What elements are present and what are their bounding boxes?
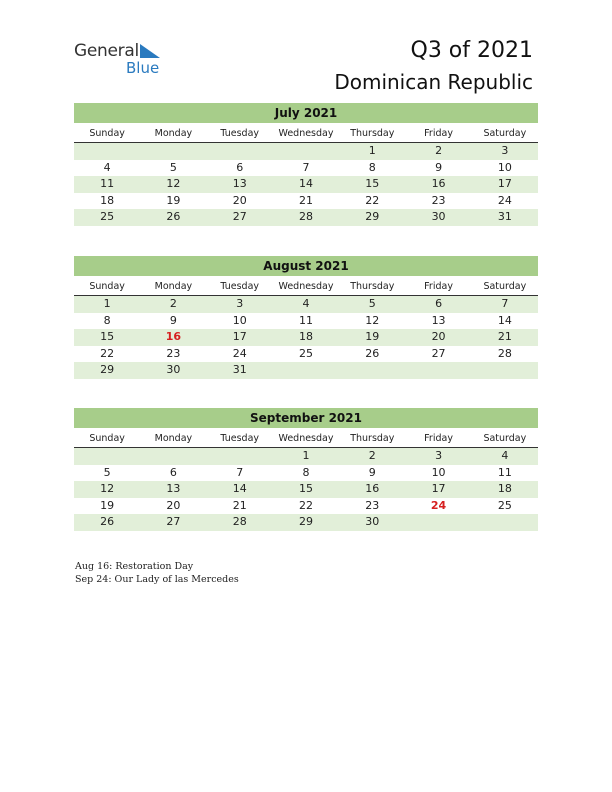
weekday-label: Wednesday <box>278 433 334 444</box>
day-cell: 23 <box>365 498 380 512</box>
week-row <box>74 448 538 465</box>
day-cell: 1 <box>103 297 111 310</box>
day-cell: 26 <box>166 210 181 224</box>
day-cell: 26 <box>100 515 115 529</box>
day-cell: 1 <box>368 144 376 157</box>
weekday-label: Tuesday <box>220 281 260 292</box>
day-cell: 18 <box>497 482 512 496</box>
day-cell: 4 <box>302 297 310 310</box>
day-cell: 11 <box>497 465 512 479</box>
day-cell: 17 <box>431 482 446 496</box>
weekday-header-row <box>74 430 538 448</box>
day-cell: 8 <box>103 313 111 327</box>
month-calendar <box>74 408 538 531</box>
day-cell: 16 <box>431 177 446 191</box>
weekday-label: Saturday <box>483 281 527 292</box>
day-cell: 21 <box>497 330 512 344</box>
day-cell: 23 <box>431 193 446 207</box>
empty-day-cell <box>207 448 273 465</box>
day-cell: 7 <box>501 297 509 310</box>
weekday-label: Tuesday <box>220 128 260 139</box>
day-cell: 11 <box>298 313 313 327</box>
day-cell: 3 <box>236 297 244 310</box>
empty-day-cell <box>74 143 140 160</box>
week-row <box>74 193 538 210</box>
day-cell: 22 <box>100 346 115 360</box>
day-cell: 21 <box>298 193 313 207</box>
day-cell: 26 <box>365 346 380 360</box>
week-row <box>74 176 538 193</box>
day-cell: 7 <box>236 465 244 479</box>
weekday-label: Monday <box>154 281 193 292</box>
day-cell: 13 <box>431 313 446 327</box>
day-cell: 9 <box>435 160 443 174</box>
day-cell: 22 <box>298 498 313 512</box>
day-cell: 17 <box>497 177 512 191</box>
weekday-label: Thursday <box>350 281 395 292</box>
empty-day-cell <box>472 362 538 379</box>
weekday-header-row <box>74 278 538 296</box>
weekday-label: Sunday <box>89 433 125 444</box>
day-cell: 6 <box>169 465 177 479</box>
day-cell: 7 <box>302 160 310 174</box>
empty-day-cell <box>140 143 206 160</box>
week-row <box>74 209 538 226</box>
week-row <box>74 362 538 379</box>
week-row <box>74 329 538 346</box>
month-title: August 2021 <box>74 256 538 276</box>
day-cell: 10 <box>497 160 512 174</box>
day-cell: 29 <box>100 363 115 377</box>
day-cell: 24 <box>497 193 512 207</box>
day-cell: 25 <box>497 498 512 512</box>
day-cell: 21 <box>232 498 247 512</box>
day-cell: 25 <box>298 346 313 360</box>
day-cell: 15 <box>365 177 380 191</box>
day-cell: 4 <box>103 160 111 174</box>
empty-day-cell <box>273 143 339 160</box>
day-cell: 2 <box>368 449 376 462</box>
day-cell: 20 <box>166 498 181 512</box>
day-cell: 25 <box>100 210 115 224</box>
weekday-label: Tuesday <box>220 433 260 444</box>
week-row <box>74 514 538 531</box>
day-cell: 5 <box>368 297 376 310</box>
day-cell: 8 <box>368 160 376 174</box>
empty-day-cell <box>74 448 140 465</box>
day-cell: 18 <box>298 330 313 344</box>
day-cell: 20 <box>232 193 247 207</box>
day-cell: 9 <box>368 465 376 479</box>
day-cell: 2 <box>169 297 177 310</box>
month-calendar <box>74 103 538 226</box>
day-cell: 29 <box>298 515 313 529</box>
logo-flag-icon <box>140 44 160 58</box>
weekday-label: Wednesday <box>278 281 334 292</box>
week-row <box>74 465 538 482</box>
day-cell: 27 <box>431 346 446 360</box>
week-row <box>74 346 538 363</box>
holiday-note: Aug 16: Restoration Day <box>75 561 194 572</box>
day-cell: 17 <box>232 330 247 344</box>
day-cell: 28 <box>232 515 247 529</box>
empty-day-cell <box>207 143 273 160</box>
weekday-label: Friday <box>424 433 453 444</box>
day-cell: 24 <box>430 498 447 512</box>
day-cell: 22 <box>365 193 380 207</box>
weekday-label: Friday <box>424 128 453 139</box>
day-cell: 5 <box>169 160 177 174</box>
week-row <box>74 481 538 498</box>
week-row <box>74 296 538 313</box>
day-cell: 10 <box>431 465 446 479</box>
day-cell: 18 <box>100 193 115 207</box>
holiday-notes <box>75 560 239 586</box>
day-cell: 16 <box>365 482 380 496</box>
day-cell: 3 <box>501 144 509 157</box>
day-cell: 4 <box>501 449 509 462</box>
weekday-label: Saturday <box>483 433 527 444</box>
day-cell: 29 <box>365 210 380 224</box>
day-cell: 19 <box>365 330 380 344</box>
day-cell: 30 <box>166 363 181 377</box>
day-cell: 28 <box>497 346 512 360</box>
weekday-label: Thursday <box>350 128 395 139</box>
weekday-label: Friday <box>424 281 453 292</box>
day-cell: 27 <box>232 210 247 224</box>
day-cell: 2 <box>435 144 443 157</box>
day-cell: 15 <box>298 482 313 496</box>
day-cell: 19 <box>166 193 181 207</box>
day-cell: 14 <box>298 177 313 191</box>
day-cell: 31 <box>497 210 512 224</box>
weekday-label: Monday <box>154 128 193 139</box>
day-cell: 11 <box>100 177 115 191</box>
day-cell: 27 <box>166 515 181 529</box>
day-cell: 10 <box>232 313 247 327</box>
day-cell: 13 <box>166 482 181 496</box>
day-cell: 8 <box>302 465 310 479</box>
empty-day-cell <box>472 514 538 531</box>
empty-day-cell <box>405 362 471 379</box>
day-cell: 31 <box>232 363 247 377</box>
empty-day-cell <box>339 362 405 379</box>
empty-day-cell <box>405 514 471 531</box>
day-cell: 30 <box>365 515 380 529</box>
logo <box>74 41 184 81</box>
logo-blue-text: Blue <box>126 59 160 77</box>
weekday-label: Wednesday <box>278 128 334 139</box>
month-calendar <box>74 256 538 379</box>
day-cell: 12 <box>100 482 115 496</box>
day-cell: 30 <box>431 210 446 224</box>
month-title: September 2021 <box>74 408 538 428</box>
month-weeks <box>74 296 538 379</box>
weekday-label: Saturday <box>483 128 527 139</box>
weekday-label: Thursday <box>350 433 395 444</box>
page-title: Q3 of 2021 <box>410 38 533 63</box>
day-cell: 15 <box>100 330 115 344</box>
day-cell: 1 <box>302 449 310 462</box>
day-cell: 14 <box>497 313 512 327</box>
month-weeks <box>74 143 538 226</box>
day-cell: 16 <box>165 330 182 344</box>
day-cell: 12 <box>166 177 181 191</box>
holiday-note: Sep 24: Our Lady of las Mercedes <box>75 574 239 585</box>
day-cell: 19 <box>100 498 115 512</box>
day-cell: 13 <box>232 177 247 191</box>
day-cell: 3 <box>435 449 443 462</box>
day-cell: 14 <box>232 482 247 496</box>
day-cell: 6 <box>435 297 443 310</box>
logo-general-text: General <box>74 41 139 61</box>
day-cell: 23 <box>166 346 181 360</box>
week-row <box>74 160 538 177</box>
day-cell: 28 <box>298 210 313 224</box>
week-row <box>74 143 538 160</box>
day-cell: 6 <box>236 160 244 174</box>
day-cell: 24 <box>232 346 247 360</box>
week-row <box>74 313 538 330</box>
empty-day-cell <box>140 448 206 465</box>
weekday-header-row <box>74 125 538 143</box>
week-row <box>74 498 538 515</box>
weekday-label: Monday <box>154 433 193 444</box>
day-cell: 9 <box>169 313 177 327</box>
weekday-label: Sunday <box>89 281 125 292</box>
day-cell: 12 <box>365 313 380 327</box>
country-name: Dominican Republic <box>334 70 533 94</box>
month-title: July 2021 <box>74 103 538 123</box>
weekday-label: Sunday <box>89 128 125 139</box>
empty-day-cell <box>273 362 339 379</box>
day-cell: 5 <box>103 465 111 479</box>
day-cell: 20 <box>431 330 446 344</box>
month-weeks <box>74 448 538 531</box>
